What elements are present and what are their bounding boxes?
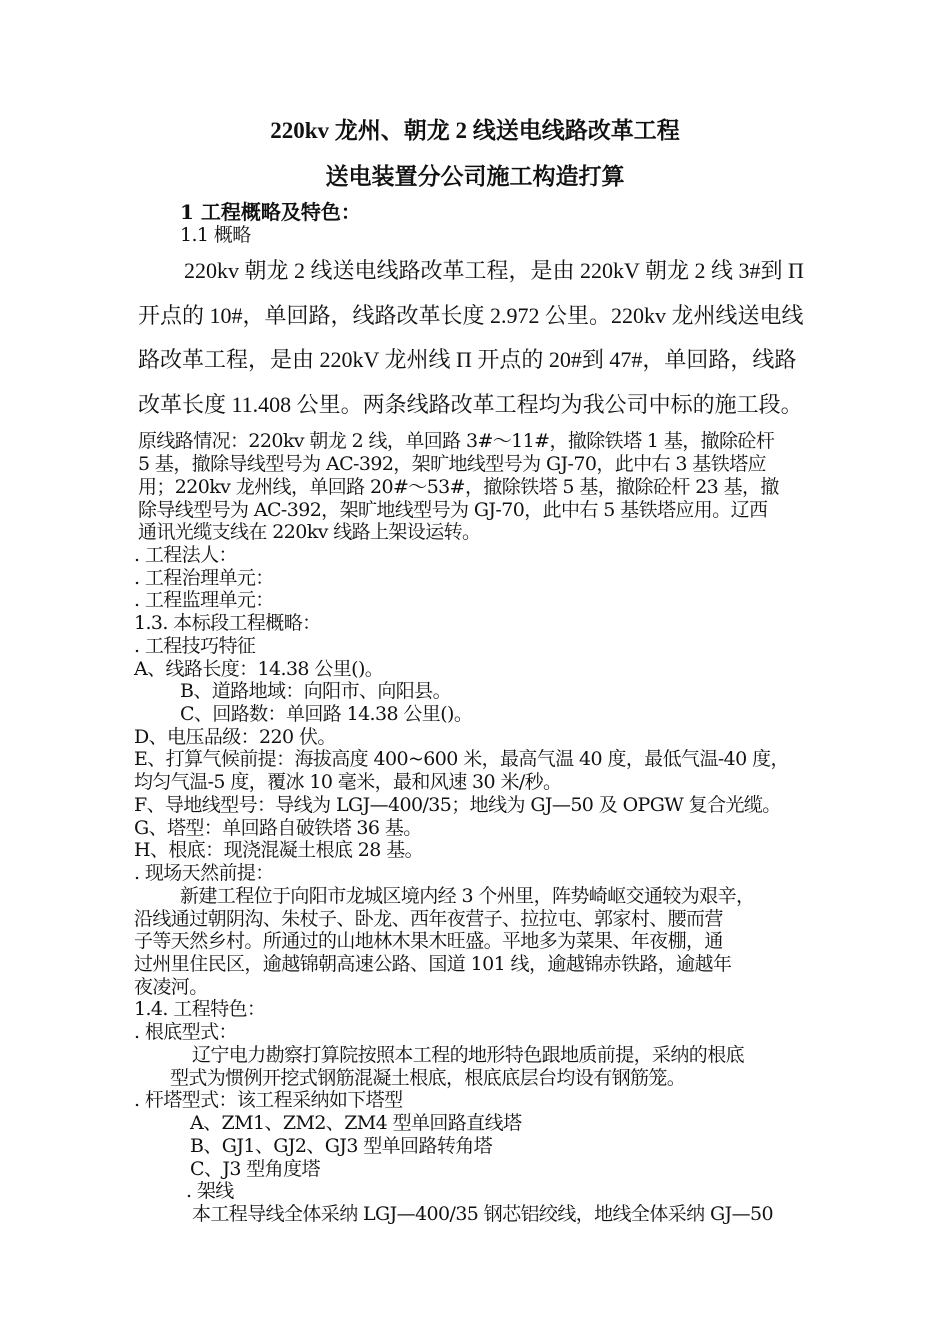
site-paragraph-line: 沿线通过朝阴沟、朱杖子、卧龙、西年夜营子、拉拉屯、郭家村、腰而营: [134, 908, 723, 930]
feature-item-h: H、根底：现浇混凝土根底 28 基。: [134, 839, 424, 861]
original-line: 通讯光缆支线在 220kv 线路上架设运转。: [138, 521, 481, 543]
original-line: 5 基，撤除导线型号为 AC-392，架旷地线型号为 GJ-70，此中右 3 基铁塔应: [138, 453, 766, 475]
tower-type-heading: . 杆塔型式：该工程采纳如下塔型: [134, 1089, 403, 1111]
site-paragraph-line: 过州里住民区，逾越锦朝高速公路、国道 101 线，逾越锦赤铁路，逾越年: [134, 953, 732, 975]
feature-item-a: A、线路长度：14.38 公里()。: [134, 658, 384, 680]
overview-line: 路改革工程，是由 220kV 龙州线 Π 开点的 20#到 47#，单回路，线路: [138, 347, 797, 372]
section-1-heading: 1 工程概略及特色：: [180, 200, 361, 224]
feature-item-c: C、回路数：单回路 14.38 公里()。: [180, 703, 473, 725]
subsection-1-1: 1.1 概略: [180, 224, 251, 246]
project-supervision-label: . 工程监理单元：: [134, 589, 274, 611]
feature-item-d: D、电压品级：220 伏。: [134, 726, 336, 748]
feature-item-e: E、打算气候前提：海拔高度 400~600 米，最高气温 40 度，最低气温-40 度，: [134, 748, 789, 770]
doc-title-line-2: 送电装置分公司施工构造打算: [325, 164, 625, 189]
overview-line: 改革长度 11.408 公里。两条线路改革工程均为我公司中标的施工段。: [138, 392, 803, 417]
foundation-paragraph-line: 型式为惯例开挖式钢筋混凝土根底，根底底层台均设有钢筋笼。: [170, 1067, 686, 1089]
site-paragraph-line: 夜凌河。: [134, 976, 208, 998]
site-conditions-heading: . 现场天然前提：: [134, 862, 274, 884]
original-line: 除导线型号为 AC-392，架旷地线型号为 GJ-70，此中右 5 基铁塔应用。辽西: [138, 499, 768, 521]
tower-item-a: A、ZM1、ZM2、ZM4 型单回路直线塔: [190, 1112, 522, 1134]
foundation-paragraph-line: 辽宁电力勘察打算院按照本工程的地形特色跟地质前提，采纳的根底: [192, 1044, 745, 1066]
subsection-1-3: 1.3. 本标段工程概略：: [134, 612, 321, 634]
stringing-heading: . 架线: [186, 1180, 234, 1202]
feature-item-b: B、道路地域：向阳市、向阳县。: [180, 680, 451, 702]
site-paragraph-line: 子等天然乡村。所通过的山地林木果木旺盛。平地多为菜果、年夜棚，通: [134, 930, 723, 952]
original-line: 原线路情况：220kv 朝龙 2 线，单回路 3#～11#，撤除铁塔 1 基，撤除砼杆: [138, 430, 775, 452]
overview-line: 220kv 朝龙 2 线送电线路改革工程，是由 220kV 朝龙 2 线 3#到 Π: [184, 258, 804, 283]
subsection-1-4: 1.4. 工程特色：: [134, 998, 266, 1020]
tech-features-heading: . 工程技巧特征: [134, 635, 256, 657]
feature-item-e: 均匀气温-5 度，覆冰 10 毫米，最和风速 30 米/秒。: [134, 771, 562, 793]
original-line: 用；220kv 龙州线，单回路 20#～53#，撤除铁塔 5 基，撤除砼杆 23 基，撤: [138, 476, 779, 498]
stringing-line: 本工程导线全体采纳 LGJ—400/35 钢芯铝绞线，地线全体采纳 GJ—50: [192, 1203, 773, 1225]
tower-item-b: B、GJ1、GJ2、GJ3 型单回路转角塔: [190, 1135, 493, 1157]
feature-item-f: F、导地线型号：导线为 LGJ—400/35；地线为 GJ—50 及 OPGW 复合光缆。: [134, 794, 781, 816]
site-paragraph-line: 新建工程位于向阳市龙城区境内经 3 个州里，阵势崎岖交通较为艰辛，: [180, 885, 755, 907]
doc-title-line-1: 220kv 龙州、朝龙 2 线送电线路改革工程: [270, 118, 680, 143]
tower-item-c: C、J3 型角度塔: [190, 1158, 320, 1180]
feature-item-g: G、塔型：单回路自破铁塔 36 基。: [134, 817, 422, 839]
project-management-label: . 工程治理单元：: [134, 567, 274, 589]
overview-line: 开点的 10#，单回路，线路改革长度 2.972 公里。220kv 龙州线送电线: [138, 303, 804, 328]
project-legal-label: . 工程法人：: [134, 544, 237, 566]
foundation-type-heading: . 根底型式：: [134, 1021, 237, 1043]
